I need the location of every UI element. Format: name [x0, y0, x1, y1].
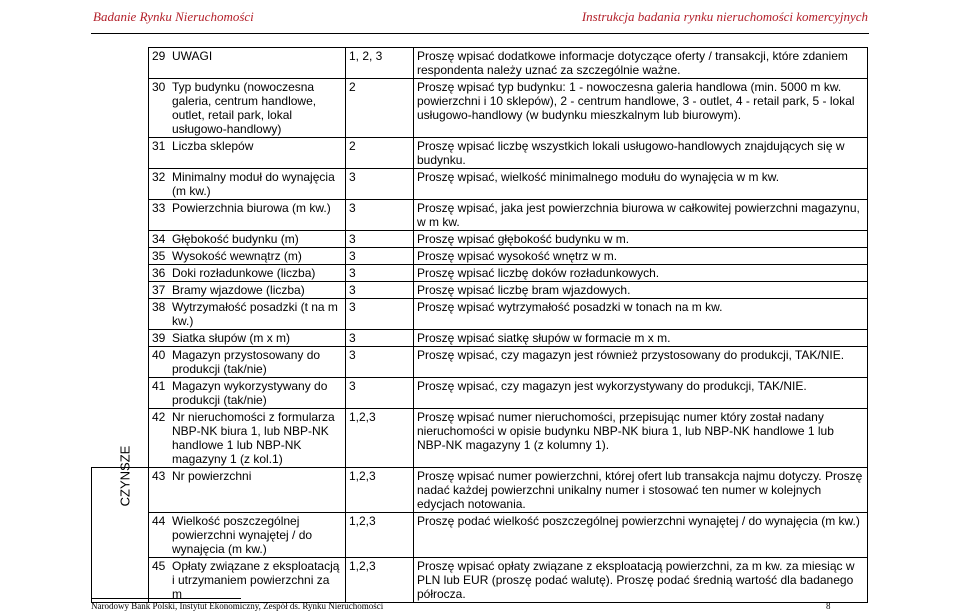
field-name-cell	[149, 558, 346, 603]
field-form-code: 3	[346, 169, 414, 200]
field-number: 37	[152, 283, 166, 297]
table-row	[92, 48, 868, 79]
field-form-code: 2	[346, 79, 414, 138]
field-number: 31	[152, 139, 166, 153]
field-number: 29	[152, 49, 166, 63]
field-number: 39	[152, 331, 166, 345]
field-number: 43	[152, 469, 166, 483]
field-form-code: 1,2,3	[346, 468, 414, 513]
side-spacer	[92, 169, 149, 200]
side-spacer	[92, 265, 149, 282]
field-name-cell	[149, 265, 346, 282]
field-name-cell	[149, 513, 346, 558]
field-form-code: 3	[346, 248, 414, 265]
table-row	[92, 468, 868, 513]
field-name: Doki rozładunkowe (liczba)	[172, 266, 316, 280]
page-number: 8	[826, 601, 831, 611]
field-name-cell	[149, 468, 346, 513]
table-row	[92, 299, 868, 330]
field-name-cell	[149, 79, 346, 138]
field-name: Typ budynku (nowoczesna galeria, centrum handlowe, outlet, retail park, lokal usługowo-handlowy)	[172, 80, 317, 136]
field-instruction: Proszę wpisać typ budynku: 1 - nowoczesna galeria handlowa (min. 5000 m kw. powierzchni i 10 sklepów), 2 - centrum handlowe, 3 - outlet, 4 - retail park, 5 - lokal usługowo-handlowy (w budynku mieszkalnym lub biurowym).	[414, 79, 868, 138]
table-row	[92, 138, 868, 169]
field-name-cell	[149, 378, 346, 409]
field-instruction: Proszę podać wielkość poszczególnej powierzchni wynajętej / do wynajęcia (m kw.)	[414, 513, 868, 558]
field-name-cell	[149, 138, 346, 169]
side-spacer	[92, 299, 149, 330]
instructions-table	[91, 47, 868, 603]
field-name-cell	[149, 347, 346, 378]
field-form-code: 1,2,3	[346, 558, 414, 603]
side-spacer	[92, 330, 149, 347]
field-number: 30	[152, 80, 166, 94]
field-form-code: 3	[346, 347, 414, 378]
field-instruction: Proszę wpisać numer powierzchni, której ofert lub transakcja najmu dotyczy. Proszę nadać każdej powierzchni unikalny numer i stosować ten numer w kolejnych edycjach notowania.	[414, 468, 868, 513]
field-number: 33	[152, 201, 166, 215]
side-spacer	[92, 378, 149, 409]
side-spacer	[92, 48, 149, 79]
field-instruction: Proszę wpisać, jaka jest powierzchnia biurowa w całkowitej powierzchni magazynu, w m kw.	[414, 200, 868, 231]
field-instruction: Proszę wpisać, wielkość minimalnego modułu do wynajęcia w m kw.	[414, 169, 868, 200]
field-instruction: Proszę wpisać liczbę wszystkich lokali usługowo-handlowych znajdujących się w budynku.	[414, 138, 868, 169]
header-divider	[91, 33, 869, 34]
field-form-code: 3	[346, 299, 414, 330]
field-number: 41	[152, 379, 166, 393]
field-instruction: Proszę wpisać wysokość wnętrz w m.	[414, 248, 868, 265]
field-number: 38	[152, 300, 166, 314]
section-label-cell	[92, 445, 149, 603]
field-name: UWAGI	[172, 49, 213, 63]
field-form-code: 1,2,3	[346, 409, 414, 468]
field-name: Wytrzymałość posadzki (t na m kw.)	[172, 300, 338, 328]
field-instruction: Proszę wpisać, czy magazyn jest również przystosowany do produkcji, TAK/NIE.	[414, 347, 868, 378]
field-name-cell	[149, 48, 346, 79]
field-number: 42	[152, 410, 166, 424]
field-number: 32	[152, 170, 166, 184]
table-row	[92, 347, 868, 378]
side-spacer	[92, 231, 149, 248]
field-instruction: Proszę wpisać dodatkowe informacje dotyczące oferty / transakcji, które zdaniem respondenta należy uznać za szczególnie ważne.	[414, 48, 868, 79]
table-row	[92, 282, 868, 299]
table-row	[92, 169, 868, 200]
field-name-cell	[149, 330, 346, 347]
table-row	[92, 330, 868, 347]
table-row	[92, 513, 868, 558]
field-instruction: Proszę wpisać numer nieruchomości, przepisując numer który został nadany nieruchomości w opisie budynku NBP-NK biura 1, lub NBP-NK handlowe 1 lub NBP-NK magazyny 1 (z kolumny 1).	[414, 409, 868, 468]
field-name-cell	[149, 231, 346, 248]
field-instruction: Proszę wpisać wytrzymałość posadzki w tonach na m kw.	[414, 299, 868, 330]
field-number: 40	[152, 348, 166, 362]
field-form-code: 2	[346, 138, 414, 169]
field-name: Powierzchnia biurowa (m kw.)	[172, 201, 331, 215]
field-number: 35	[152, 249, 166, 263]
field-name-cell	[149, 282, 346, 299]
field-form-code: 3	[346, 200, 414, 231]
footer-divider	[91, 598, 241, 599]
field-number: 44	[152, 514, 166, 528]
side-spacer	[92, 282, 149, 299]
field-name-cell	[149, 169, 346, 200]
field-name: Magazyn przystosowany do produkcji (tak/nie)	[172, 348, 321, 376]
field-name-cell	[149, 248, 346, 265]
table-row	[92, 231, 868, 248]
field-name: Magazyn wykorzystywany do produkcji (tak/nie)	[172, 379, 328, 407]
side-spacer	[92, 138, 149, 169]
header-title-right: Instrukcja badania rynku nieruchomości komercyjnych	[581, 9, 868, 24]
table-row	[92, 265, 868, 282]
table-row	[92, 200, 868, 231]
table-row	[92, 409, 868, 468]
footer-institution: Narodowy Bank Polski, Instytut Ekonomiczny, Zespół ds. Rynku Nieruchomości	[91, 601, 384, 611]
field-name-cell	[149, 299, 346, 330]
header-title-left: Badanie Rynku Nieruchomości	[93, 9, 254, 24]
field-form-code: 3	[346, 231, 414, 248]
field-form-code: 3	[346, 330, 414, 347]
field-number: 45	[152, 559, 166, 573]
field-number: 34	[152, 232, 166, 246]
side-spacer	[92, 347, 149, 378]
section-label: CZYNSZE	[117, 445, 133, 507]
field-name: Bramy wjazdowe (liczba)	[172, 283, 305, 297]
field-instruction: Proszę wpisać liczbę doków rozładunkowych.	[414, 265, 868, 282]
field-name-cell	[149, 409, 346, 468]
field-name: Wielkość poszczególnej powierzchni wynajętej / do wynajęcia (m kw.)	[172, 514, 313, 556]
field-name: Nr powierzchni	[172, 469, 252, 483]
field-form-code: 1, 2, 3	[346, 48, 414, 79]
field-name: Nr nieruchomości z formularza NBP-NK biura 1, lub NBP-NK handlowe 1 lub NBP-NK magazyny 1 (z kol.1)	[172, 410, 335, 466]
table-row	[92, 378, 868, 409]
field-instruction: Proszę wpisać siatkę słupów w formacie m x m.	[414, 330, 868, 347]
field-name: Minimalny moduł do wynajęcia (m kw.)	[172, 170, 335, 198]
table-row	[92, 248, 868, 265]
field-name: Liczba sklepów	[172, 139, 254, 153]
field-name: Siatka słupów (m x m)	[172, 331, 291, 345]
field-instruction: Proszę wpisać liczbę bram wjazdowych.	[414, 282, 868, 299]
field-form-code: 3	[346, 282, 414, 299]
field-form-code: 3	[346, 378, 414, 409]
field-number: 36	[152, 266, 166, 280]
field-form-code: 1,2,3	[346, 513, 414, 558]
field-instruction: Proszę wpisać głębokość budynku w m.	[414, 231, 868, 248]
field-form-code: 3	[346, 265, 414, 282]
field-name: Opłaty związane z eksploatacją i utrzymaniem powierzchni za m	[172, 559, 340, 601]
side-spacer	[92, 79, 149, 138]
side-spacer	[92, 248, 149, 265]
field-instruction: Proszę wpisać opłaty związane z eksploatacją powierzchni, za m kw. za miesiąc w PLN lub EUR (proszę podać walutę). Proszę podać średnią wartość dla badanego półrocza.	[414, 558, 868, 603]
side-spacer	[92, 200, 149, 231]
field-name: Wysokość wewnątrz (m)	[172, 249, 302, 263]
field-name-cell	[149, 200, 346, 231]
table-row	[92, 558, 868, 603]
table-row	[92, 79, 868, 138]
field-name: Głębokość budynku (m)	[172, 232, 299, 246]
field-instruction: Proszę wpisać, czy magazyn jest wykorzystywany do produkcji, TAK/NIE.	[414, 378, 868, 409]
